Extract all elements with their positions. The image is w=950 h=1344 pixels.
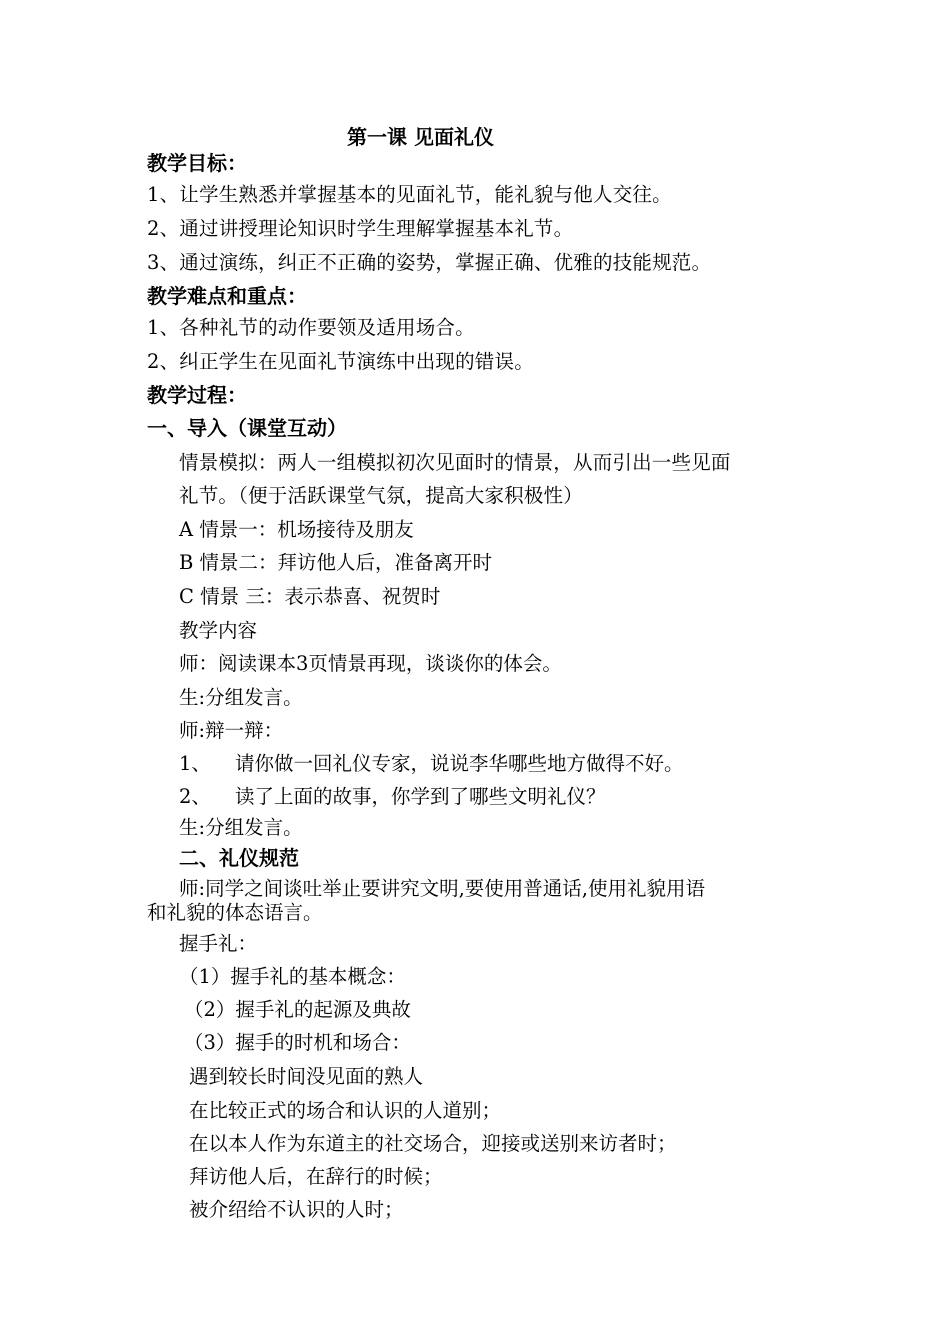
teacher-line: 和礼貌的体态语言。 [147,901,323,924]
scenario-text: 情景模拟：两人一组模拟初次见面时的情景，从而引出一些见面 [179,451,731,474]
question-text: 请你做一回礼仪专家，说说李华哪些地方做得不好。 [235,752,684,775]
content-label: 教学内容 [179,619,258,642]
sub-item: （1）握手礼的基本概念： [179,965,406,988]
goal-item: 2、通过讲授理论知识时学生理解掌握基本礼节。 [147,217,574,240]
scene-item: B 情景二：拜访他人后，准备离开时 [179,551,493,574]
question-number: 2、 [179,785,211,808]
scenario-text: 礼节。（便于活跃课堂气氛，提高大家积极性） [179,484,583,507]
key-point-item: 2、纠正学生在见面礼节演练中出现的错误。 [147,350,534,373]
teacher-line: 师：阅读课本3页情景再现，谈谈你的体会。 [179,652,562,675]
handshake-label: 握手礼： [179,932,258,955]
section-2-heading: 二、礼仪规范 [179,846,299,870]
page-title: 第一课 见面礼仪 [347,125,494,149]
sub-item: （2）握手礼的起源及典故 [184,998,411,1021]
student-line: 生:分组发言。 [179,816,303,839]
goal-item: 1、让学生熟悉并掌握基本的见面礼节，能礼貌与他人交往。 [147,183,672,206]
occasion-item: 拜访他人后，在辞行的时候； [189,1165,443,1188]
section-1-heading: 一、导入（课堂互动） [147,416,347,440]
key-point-item: 1、各种礼节的动作要领及适用场合。 [147,316,475,339]
sub-item: （3）握手的时机和场合： [184,1031,411,1054]
teacher-line: 师:同学之间谈吐举止要讲究文明,要使用普通话,使用礼貌用语 [179,877,705,900]
goals-heading: 教学目标： [147,151,247,175]
question-number: 1、 [179,752,211,775]
question-text: 读了上面的故事，你学到了哪些文明礼仪？ [235,785,606,808]
process-heading: 教学过程： [147,383,247,407]
occasion-item: 在以本人作为东道主的社交场合，迎接或送别来访者时； [189,1132,677,1155]
goal-item: 3、通过演练，纠正不正确的姿势，掌握正确、优雅的技能规范。 [147,251,712,274]
occasion-item: 被介绍给不认识的人时； [189,1198,404,1221]
occasion-item: 遇到较长时间没见面的熟人 [189,1065,424,1088]
scene-item: C 情景 三：表示恭喜、祝贺时 [179,585,441,608]
key-points-heading: 教学难点和重点： [147,284,307,308]
scene-item: A 情景一：机场接待及朋友 [179,518,414,541]
teacher-line: 师:辩一辩： [179,719,284,742]
occasion-item: 在比较正式的场合和认识的人道别； [189,1099,502,1122]
student-line: 生:分组发言。 [179,686,303,709]
